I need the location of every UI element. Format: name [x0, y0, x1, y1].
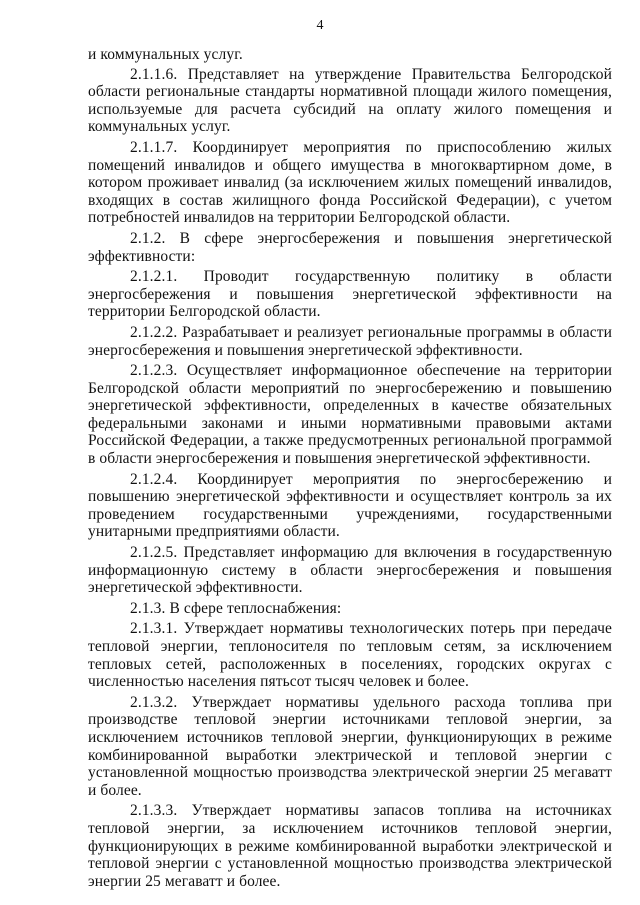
paragraph-2-1-3: 2.1.3. В сфере теплоснабжения: — [130, 599, 342, 617]
paragraph-2-1-1-7: 2.1.1.7. Координирует мероприятия по приспособлению жилых помещений инвалидов и общего имущества в многоквартирном доме, в котором проживает инвалид (за исключением жилых помещений инвалидов, входящих в состав жилищного фонда Российской Федерации), с учетом потребностей инвалидов на территории Белгородской области. — [88, 138, 612, 227]
paragraph-2-1-3-2: 2.1.3.2. Утверждает нормативы удельного расхода топлива при производстве тепловой энергии источниками тепловой энергии, за исключением источников тепловой энергии, функционирующих в режиме комбинированной выработки электрической и тепловой энергии с установленной мощностью производства электрической энергии 25 мегаватт и более. — [88, 693, 612, 799]
paragraph-continuation: и коммунальных услуг. — [88, 46, 243, 63]
paragraph-2-1-2-5: 2.1.2.5. Представляет информацию для включения в государственную информационную систему в области энергосбережения и повышения энергетической эффективности. — [88, 544, 612, 597]
paragraph-2-1-2-3: 2.1.2.3. Осуществляет информационное обеспечение на территории Белгородской области мероприятий по энергосбережению и повышению энергетической эффективности, определенных в качестве обязательных федеральными законами и иными нормативными правовыми актами Российской Федерации, а также предусмотренных региональной программой в области энергосбережения и повышения энергетической эффективности. — [88, 362, 612, 468]
paragraph-2-1-2-2: 2.1.2.2. Разрабатывает и реализует региональные программы в области энергосбережения и повышения энергетической эффективности. — [88, 323, 612, 359]
paragraph-2-1-2-1: 2.1.2.1. Проводит государственную политику в области энергосбережения и повышения энергетической эффективности на территории Белгородской области. — [88, 268, 612, 321]
paragraph-2-1-1-6: 2.1.1.6. Представляет на утверждение Правительства Белгородской области региональные стандарты нормативной площади жилого помещения, используемые для расчета субсидий на оплату жилого помещения и коммунальных услуг. — [88, 65, 612, 136]
paragraph-2-1-2-4: 2.1.2.4. Координирует мероприятия по энергосбережению и повышению энергетической эффективности и осуществляет контроль за их проведением государственными учреждениями, государственными унитарными предприятиями области. — [88, 470, 612, 541]
paragraph-2-1-3-3: 2.1.3.3. Утверждает нормативы запасов топлива на источниках тепловой энергии, за исключением источников тепловой энергии, функционирующих в режиме комбинированной выработки электрической и тепловой энергии с установленной мощностью производства электрической энергии 25 мегаватт и более. — [88, 802, 612, 890]
paragraph-2-1-3-1: 2.1.3.1. Утверждает нормативы технологических потерь при передаче тепловой энергии, теплоносителя по тепловым сетям, за исключением тепловых сетей, расположенных в поселениях, городских округах с численностью населения пятьсот тысяч человек и более. — [88, 620, 612, 691]
page-number: 4 — [316, 18, 324, 33]
document-body — [88, 46, 612, 893]
paragraph-2-1-2: 2.1.2. В сфере энергосбережения и повышения энергетической эффективности: — [88, 229, 612, 265]
